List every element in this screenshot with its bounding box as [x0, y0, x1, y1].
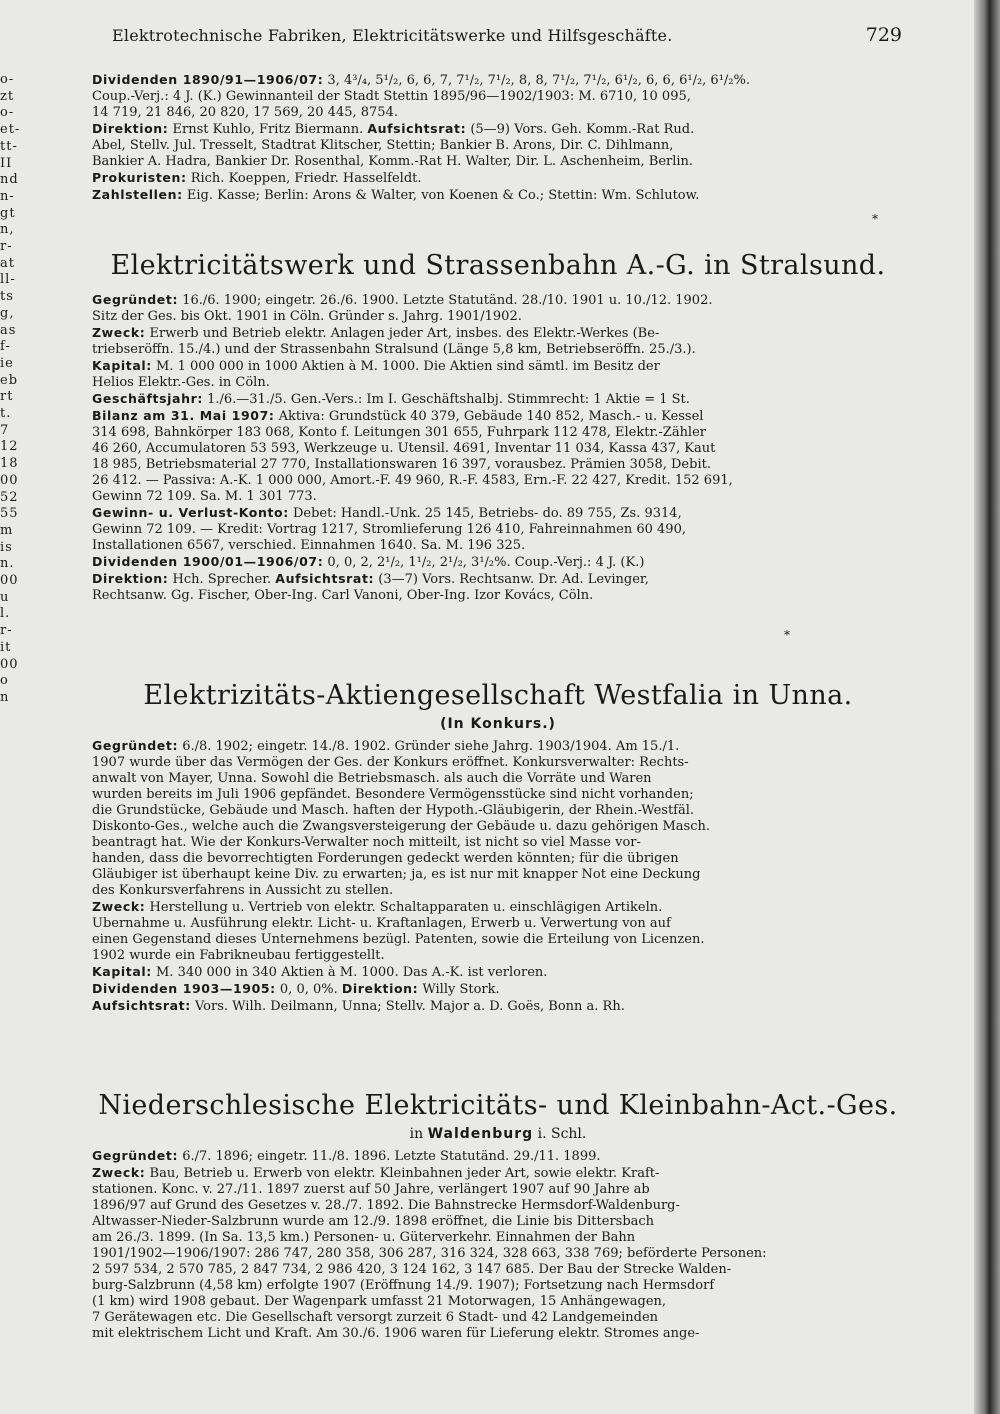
- text-line: [92, 154, 904, 170]
- entry-text: Sitz der Ges. bis Okt. 1901 in Cöln. Gründer s. Jahrg. 1901/1902.: [92, 309, 522, 324]
- entry-text: 18 985, Betriebsmaterial 27 770, Installationswaren 16 397, vorausbez. Prämien 3058, Debit.: [92, 457, 711, 472]
- text-line: [92, 473, 904, 489]
- text-line: [92, 835, 904, 851]
- text-line: [92, 554, 904, 571]
- margin-fragment: n: [0, 689, 10, 705]
- text-line: [92, 391, 904, 408]
- entry-text: Eig. Kasse; Berlin: Arons & Walter, von Koenen & Co.; Stettin: Wm. Schlutow.: [182, 188, 700, 203]
- margin-fragment: t.: [0, 406, 12, 421]
- text-line: [92, 425, 904, 441]
- margin-fragment: 55: [0, 506, 19, 522]
- entry-text: Helios Elektr.-Ges. in Cöln.: [92, 375, 270, 390]
- margin-fragment: r-: [0, 239, 13, 254]
- entry-text: Abel, Stellv. Jul. Tresselt, Stadtrat Klitscher, Stettin; Bankier B. Arons, Dir. C. Dihlmann,: [92, 138, 674, 153]
- entry-text: 1907 wurde über das Vermögen der Ges. der Konkurs eröffnet. Konkursverwalter: Rechts-: [92, 755, 689, 770]
- entry-text: stationen. Konc. v. 27./11. 1897 zuerst auf 50 Jahre, verlängert 1907 auf 90 Jahre ab: [92, 1182, 650, 1197]
- entry-key: Kapital:: [92, 358, 152, 373]
- section-2-body: [92, 292, 904, 604]
- entry-text: Gläubiger ist überhaupt keine Div. zu erwarten; ja, es ist nur mit knapper Not eine Deckung: [92, 867, 701, 882]
- end-mark: *: [784, 628, 790, 642]
- margin-fragment: f-: [0, 339, 11, 355]
- text-line: [92, 187, 904, 204]
- text-line: [92, 105, 904, 121]
- text-line: [92, 138, 904, 154]
- entry-text: 7 Gerätewagen etc. Die Gesellschaft versorgt zurzeit 6 Stadt- und 42 Landgemeinden: [92, 1310, 659, 1325]
- margin-fragment: o-: [0, 105, 15, 121]
- margin-fragment: n,: [0, 222, 15, 238]
- text-line: [92, 787, 904, 803]
- entry-key: Dividenden 1890/91—1906/07:: [92, 72, 324, 87]
- entry-text: 26 412. — Passiva: A.-K. 1 000 000, Amort.-F. 49 960, R.-F. 4583, Ern.-F. 22 427, Kredit. 152 691,: [92, 473, 733, 488]
- text-line: [92, 489, 904, 505]
- margin-fragment: gt: [0, 205, 16, 221]
- section-3-heading: Elektrizitäts-Aktiengesellschaft Westfalia in Unna.: [143, 680, 853, 711]
- entry-key: Gegründet:: [92, 1148, 179, 1163]
- entry-text: 1896/97 auf Grund des Gesetzes v. 28./7. 1892. Die Bahnstrecke Hermsdorf-Waldenburg-: [92, 1198, 680, 1213]
- margin-fragment: 00: [0, 656, 19, 672]
- text-line: [92, 1310, 904, 1326]
- margin-fragment: zt: [0, 88, 15, 104]
- entry-text: Ernst Kuhlo, Fritz Biermann.: [168, 122, 368, 137]
- page-number: 729: [865, 24, 902, 46]
- entry-text: Coup.-Verj.: 4 J. (K.) Gewinnanteil der Stadt Stettin 1895/96—1902/1903: M. 6710, 10 095,: [92, 89, 691, 104]
- entry-text: 6./7. 1896; eingetr. 11./8. 1896. Letzte Statutänd. 29./11. 1899.: [178, 1149, 601, 1164]
- section-3-body: [92, 738, 904, 1015]
- text-line: [92, 441, 904, 457]
- entry-text: wurden bereits im Juli 1906 gepfändet. Besondere Vermögensstücke sind nicht vorhanden;: [92, 787, 694, 802]
- section-3-subheading: (In Konkurs.): [440, 716, 556, 732]
- margin-fragment: 12: [0, 439, 19, 455]
- margin-fragment: ie: [0, 355, 14, 371]
- text-line: [92, 1294, 904, 1310]
- entry-text: Hch. Sprecher.: [168, 572, 276, 587]
- entry-text: Rich. Koeppen, Friedr. Hasselfeldt.: [186, 171, 422, 186]
- margin-fragment: 7: [0, 422, 10, 438]
- margin-fragment: at: [0, 255, 15, 271]
- entry-key: Direktion:: [92, 571, 169, 586]
- margin-fragment: o: [0, 673, 9, 689]
- entry-text: 1./6.—31./5. Gen.-Vers.: Im I. Geschäftshalbj. Stimmrecht: 1 Aktie = 1 St.: [202, 392, 690, 407]
- entry-text: Gewinn 72 109. Sa. M. 1 301 773.: [92, 489, 317, 504]
- entry-text: Bankier A. Hadra, Bankier Dr. Rosenthal, Komm.-Rat H. Walter, Dir. L. Aschenheim, Berlin.: [92, 154, 694, 169]
- entry-text: 314 698, Bahnkörper 183 068, Konto f. Leitungen 301 655, Fuhrpark 112 478, Elektr.-Zähler: [92, 425, 707, 440]
- entry-text: 3, 4³/₄, 5¹/₂, 6, 6, 7, 7¹/₂, 7¹/₂, 8, 8, 7¹/₂, 7¹/₂, 6¹/₂, 6, 6, 6¹/₂, 6¹/₂%.: [323, 73, 750, 88]
- margin-fragment: r-: [0, 623, 13, 639]
- entry-text: 0, 0, 0%.: [275, 982, 342, 997]
- entry-text: M. 340 000 in 340 Aktien à M. 1000. Das A.-K. ist verloren.: [151, 965, 548, 980]
- text-line: [92, 457, 904, 473]
- margin-fragment: nd: [0, 172, 19, 188]
- text-line: [92, 358, 904, 375]
- text-line: [92, 948, 904, 964]
- entry-key: Gegründet:: [92, 292, 179, 307]
- running-head: [112, 24, 902, 48]
- entry-text: 6./8. 1902; eingetr. 14./8. 1902. Gründer siehe Jahrg. 1903/1904. Am 15./1.: [178, 739, 680, 754]
- text-line: [92, 408, 904, 425]
- entry-text: beantragt hat. Wie der Konkurs-Verwalter noch mitteilt, ist nicht so viel Masse vor-: [92, 835, 641, 850]
- text-line: [92, 916, 904, 932]
- text-line: [92, 1262, 904, 1278]
- entry-text: Übernahme u. Ausführung elektr. Licht- u. Kraftanlagen, Erwerb u. Verwertung von auf: [92, 916, 671, 931]
- entry-text: Debet: Handl.-Unk. 25 145, Betriebs- do. 89 755, Zs. 9314,: [288, 506, 682, 521]
- page-edge: [974, 0, 1000, 1414]
- entry-text: Bau, Betrieb u. Erwerb von elektr. Kleinbahnen jeder Art, sowie elektr. Kraft-: [145, 1166, 660, 1181]
- entry-key: Direktion:: [92, 121, 169, 136]
- entry-text: 16./6. 1900; eingetr. 26./6. 1900. Letzte Statutänd. 28./10. 1901 u. 10./12. 1902.: [178, 293, 713, 308]
- text-line: [92, 89, 904, 105]
- text-line: [92, 867, 904, 883]
- section-4-heading: Niederschlesische Elektricitäts- und Kleinbahn-Act.-Ges.: [98, 1090, 898, 1121]
- section-4-body: [92, 1148, 904, 1342]
- margin-fragment: 00: [0, 573, 19, 588]
- text-line: [92, 1165, 904, 1182]
- text-line: [92, 1230, 904, 1246]
- entry-text: mit elektrischem Licht und Kraft. Am 30./6. 1906 waren für Lieferung elektr. Stromes ange-: [92, 1326, 700, 1341]
- entry-key: Kapital:: [92, 964, 152, 979]
- entry-key: Dividenden 1900/01—1906/07:: [92, 554, 324, 569]
- margin-fragment: 00: [0, 472, 19, 488]
- margin-fragment: et-: [0, 122, 21, 138]
- entry-key: Dividenden 1903—1905:: [92, 981, 276, 996]
- text-line: [92, 325, 904, 342]
- entry-text: M. 1 000 000 in 1000 Aktien à M. 1000. Die Aktien sind sämtl. im Besitz der: [151, 359, 660, 374]
- margin-fragment: II: [0, 155, 13, 171]
- text-line: [92, 964, 904, 981]
- margin-fragment: 18: [0, 456, 19, 472]
- margin-fragment: as: [0, 322, 17, 338]
- text-line: [92, 1278, 904, 1294]
- text-line: [92, 342, 904, 358]
- text-line: [92, 72, 904, 89]
- entry-key: Gegründet:: [92, 738, 179, 753]
- text-line: [92, 998, 904, 1015]
- entry-text: anwalt von Mayer, Unna. Sowohl die Betriebsmasch. als auch die Vorräte und Waren: [92, 771, 652, 786]
- entry-text: handen, dass die bevorrechtigten Forderungen gedeckt werden könnten; für die übrigen: [92, 851, 679, 866]
- entry-key: Prokuristen:: [92, 170, 187, 185]
- margin-fragment: l.: [0, 606, 11, 622]
- section-2-heading: Elektricitätswerk und Strassenbahn A.-G. in Stralsund.: [110, 250, 886, 281]
- text-line: [92, 803, 904, 819]
- margin-fragment: o-: [0, 72, 15, 87]
- text-line: [92, 121, 904, 138]
- entry-text: 2 597 534, 2 570 785, 2 847 734, 2 986 420, 3 124 162, 3 147 685. Der Bau der Strecke Walden-: [92, 1262, 732, 1277]
- text-line: [92, 505, 904, 522]
- entry-key: Direktion:: [341, 981, 419, 996]
- text-line: [92, 1246, 904, 1262]
- text-line: [92, 755, 904, 771]
- entry-text: Herstellung u. Vertrieb von elektr. Schaltapparaten u. einschlägigen Artikeln.: [145, 900, 663, 915]
- entry-text: die Grundstücke, Gebäude und Masch. haften der Hypoth.-Gläubigerin, der Rhein.-Westfäl.: [92, 803, 695, 818]
- running-title: Elektrotechnische Fabriken, Elektricitätswerke und Hilfsgeschäfte.: [112, 26, 673, 45]
- entry-text: triebseröffn. 15./4.) und der Strassenbahn Stralsund (Länge 5,8 km, Betriebseröffn. 25./3.).: [92, 342, 696, 357]
- entry-text: am 26./3. 1899. (In Sa. 13,5 km.) Personen- u. Güterverkehr. Einnahmen der Bahn: [92, 1230, 636, 1245]
- entry-text: Rechtsanw. Gg. Fischer, Ober-Ing. Carl Vanoni, Ober-Ing. Izor Kovács, Cöln.: [92, 588, 594, 603]
- end-mark: *: [872, 212, 878, 226]
- margin-fragment: 52: [0, 489, 19, 505]
- text-line: [92, 170, 904, 187]
- entry-text: Aktiva: Grundstück 40 379, Gebäude 140 852, Masch.- u. Kessel: [274, 409, 704, 424]
- text-line: [92, 819, 904, 835]
- margin-fragment: n.: [0, 556, 15, 572]
- margin-fragment: m: [0, 522, 14, 538]
- margin-fragment: it: [0, 639, 12, 655]
- margin-fragment: tt-: [0, 138, 18, 154]
- text-line: [92, 899, 904, 916]
- entry-text: 1901/1902—1906/1907: 286 747, 280 358, 306 287, 316 324, 328 663, 338 769; beförderte Personen:: [92, 1246, 767, 1261]
- text-line: [92, 1214, 904, 1230]
- entry-key: Zweck:: [92, 325, 146, 340]
- entry-text: Erwerb und Betrieb elektr. Anlagen jeder Art, insbes. des Elektr.-Werkes (Be-: [145, 326, 660, 341]
- margin-fragment: n-: [0, 188, 15, 204]
- entry-key: Gewinn- u. Verlust-Konto:: [92, 505, 289, 520]
- left-margin-fragments: [0, 0, 74, 1414]
- text-line: [92, 538, 904, 554]
- entry-key: Bilanz am 31. Mai 1907:: [92, 408, 275, 423]
- entry-text: 46 260, Accumulatoren 53 593, Werkzeuge u. Utensil. 4691, Inventar 11 034, Kassa 437, Kaut: [92, 441, 716, 456]
- entry-key: Aufsichtsrat:: [92, 998, 191, 1013]
- text-line: [92, 1198, 904, 1214]
- text-line: [92, 1182, 904, 1198]
- text-line: [92, 522, 904, 538]
- text-line: [92, 738, 904, 755]
- margin-fragment: rt: [0, 389, 14, 405]
- entry-key: Aufsichtsrat:: [275, 571, 375, 586]
- entry-text: 1902 wurde ein Fabrikneubau fertiggestellt.: [92, 948, 385, 963]
- margin-fragment: eb: [0, 372, 19, 388]
- entry-text: (5—9) Vors. Geh. Komm.-Rat Rud.: [466, 122, 695, 137]
- entry-text: (1 km) wird 1908 gebaut. Der Wagenpark umfasst 21 Motorwagen, 15 Anhängewagen,: [92, 1294, 667, 1309]
- section-1-body: [92, 72, 904, 204]
- entry-text: Altwasser-Nieder-Salzbrunn wurde am 12./9. 1898 eröffnet, die Linie bis Dittersbach: [92, 1214, 655, 1229]
- entry-text: (3—7) Vors. Rechtsanw. Dr. Ad. Levinger,: [374, 572, 649, 587]
- entry-key: Zweck:: [92, 899, 146, 914]
- text-line: [92, 375, 904, 391]
- entry-key: Zweck:: [92, 1165, 146, 1180]
- entry-text: einen Gegenstand dieses Unternehmens bezügl. Patenten, sowie die Erteilung von Licenzen.: [92, 932, 705, 947]
- entry-text: des Konkursverfahrens in Aussicht zu stellen.: [92, 883, 394, 898]
- text-line: [92, 771, 904, 787]
- margin-fragment: ll-: [0, 272, 16, 288]
- text-line: [92, 883, 904, 899]
- entry-key: Zahlstellen:: [92, 187, 183, 202]
- text-line: [92, 1148, 904, 1165]
- text-line: [92, 932, 904, 948]
- entry-key: Geschäftsjahr:: [92, 391, 203, 406]
- entry-text: 14 719, 21 846, 20 820, 17 569, 20 445, 8754.: [92, 105, 398, 120]
- margin-fragment: ts: [0, 289, 14, 305]
- text-line: [92, 1326, 904, 1342]
- text-line: [92, 981, 904, 998]
- entry-text: Diskonto-Ges., welche auch die Zwangsversteigerung der Gebäude u. dazu gehörigen Masch.: [92, 819, 711, 834]
- entry-text: Willy Stork.: [418, 982, 500, 997]
- entry-text: Vors. Wilh. Deilmann, Unna; Stellv. Major a. D. Goës, Bonn a. Rh.: [190, 999, 625, 1014]
- entry-text: 0, 0, 2, 2¹/₂, 1¹/₂, 2¹/₂, 3¹/₂%. Coup.-Verj.: 4 J. (K.): [323, 555, 645, 570]
- margin-fragment: g,: [0, 305, 15, 321]
- entry-text: Gewinn 72 109. — Kredit: Vortrag 1217, Stromlieferung 126 410, Fahreinnahmen 60 490,: [92, 522, 686, 537]
- text-line: [92, 851, 904, 867]
- section-4-subheading: in Waldenburg i. Schl.: [409, 1126, 587, 1142]
- entry-text: burg-Salzbrunn (4,58 km) erfolgte 1907 (Eröffnung 14./9. 1907); Fortsetzung nach Hermsdorf: [92, 1278, 715, 1293]
- text-line: [92, 292, 904, 309]
- entry-text: Installationen 6567, verschied. Einnahmen 1640. Sa. M. 196 325.: [92, 538, 526, 553]
- margin-fragment: u: [0, 589, 10, 605]
- text-line: [92, 309, 904, 325]
- entry-key: Aufsichtsrat:: [367, 121, 467, 136]
- text-line: [92, 588, 904, 604]
- margin-fragment: is: [0, 539, 13, 555]
- text-line: [92, 571, 904, 588]
